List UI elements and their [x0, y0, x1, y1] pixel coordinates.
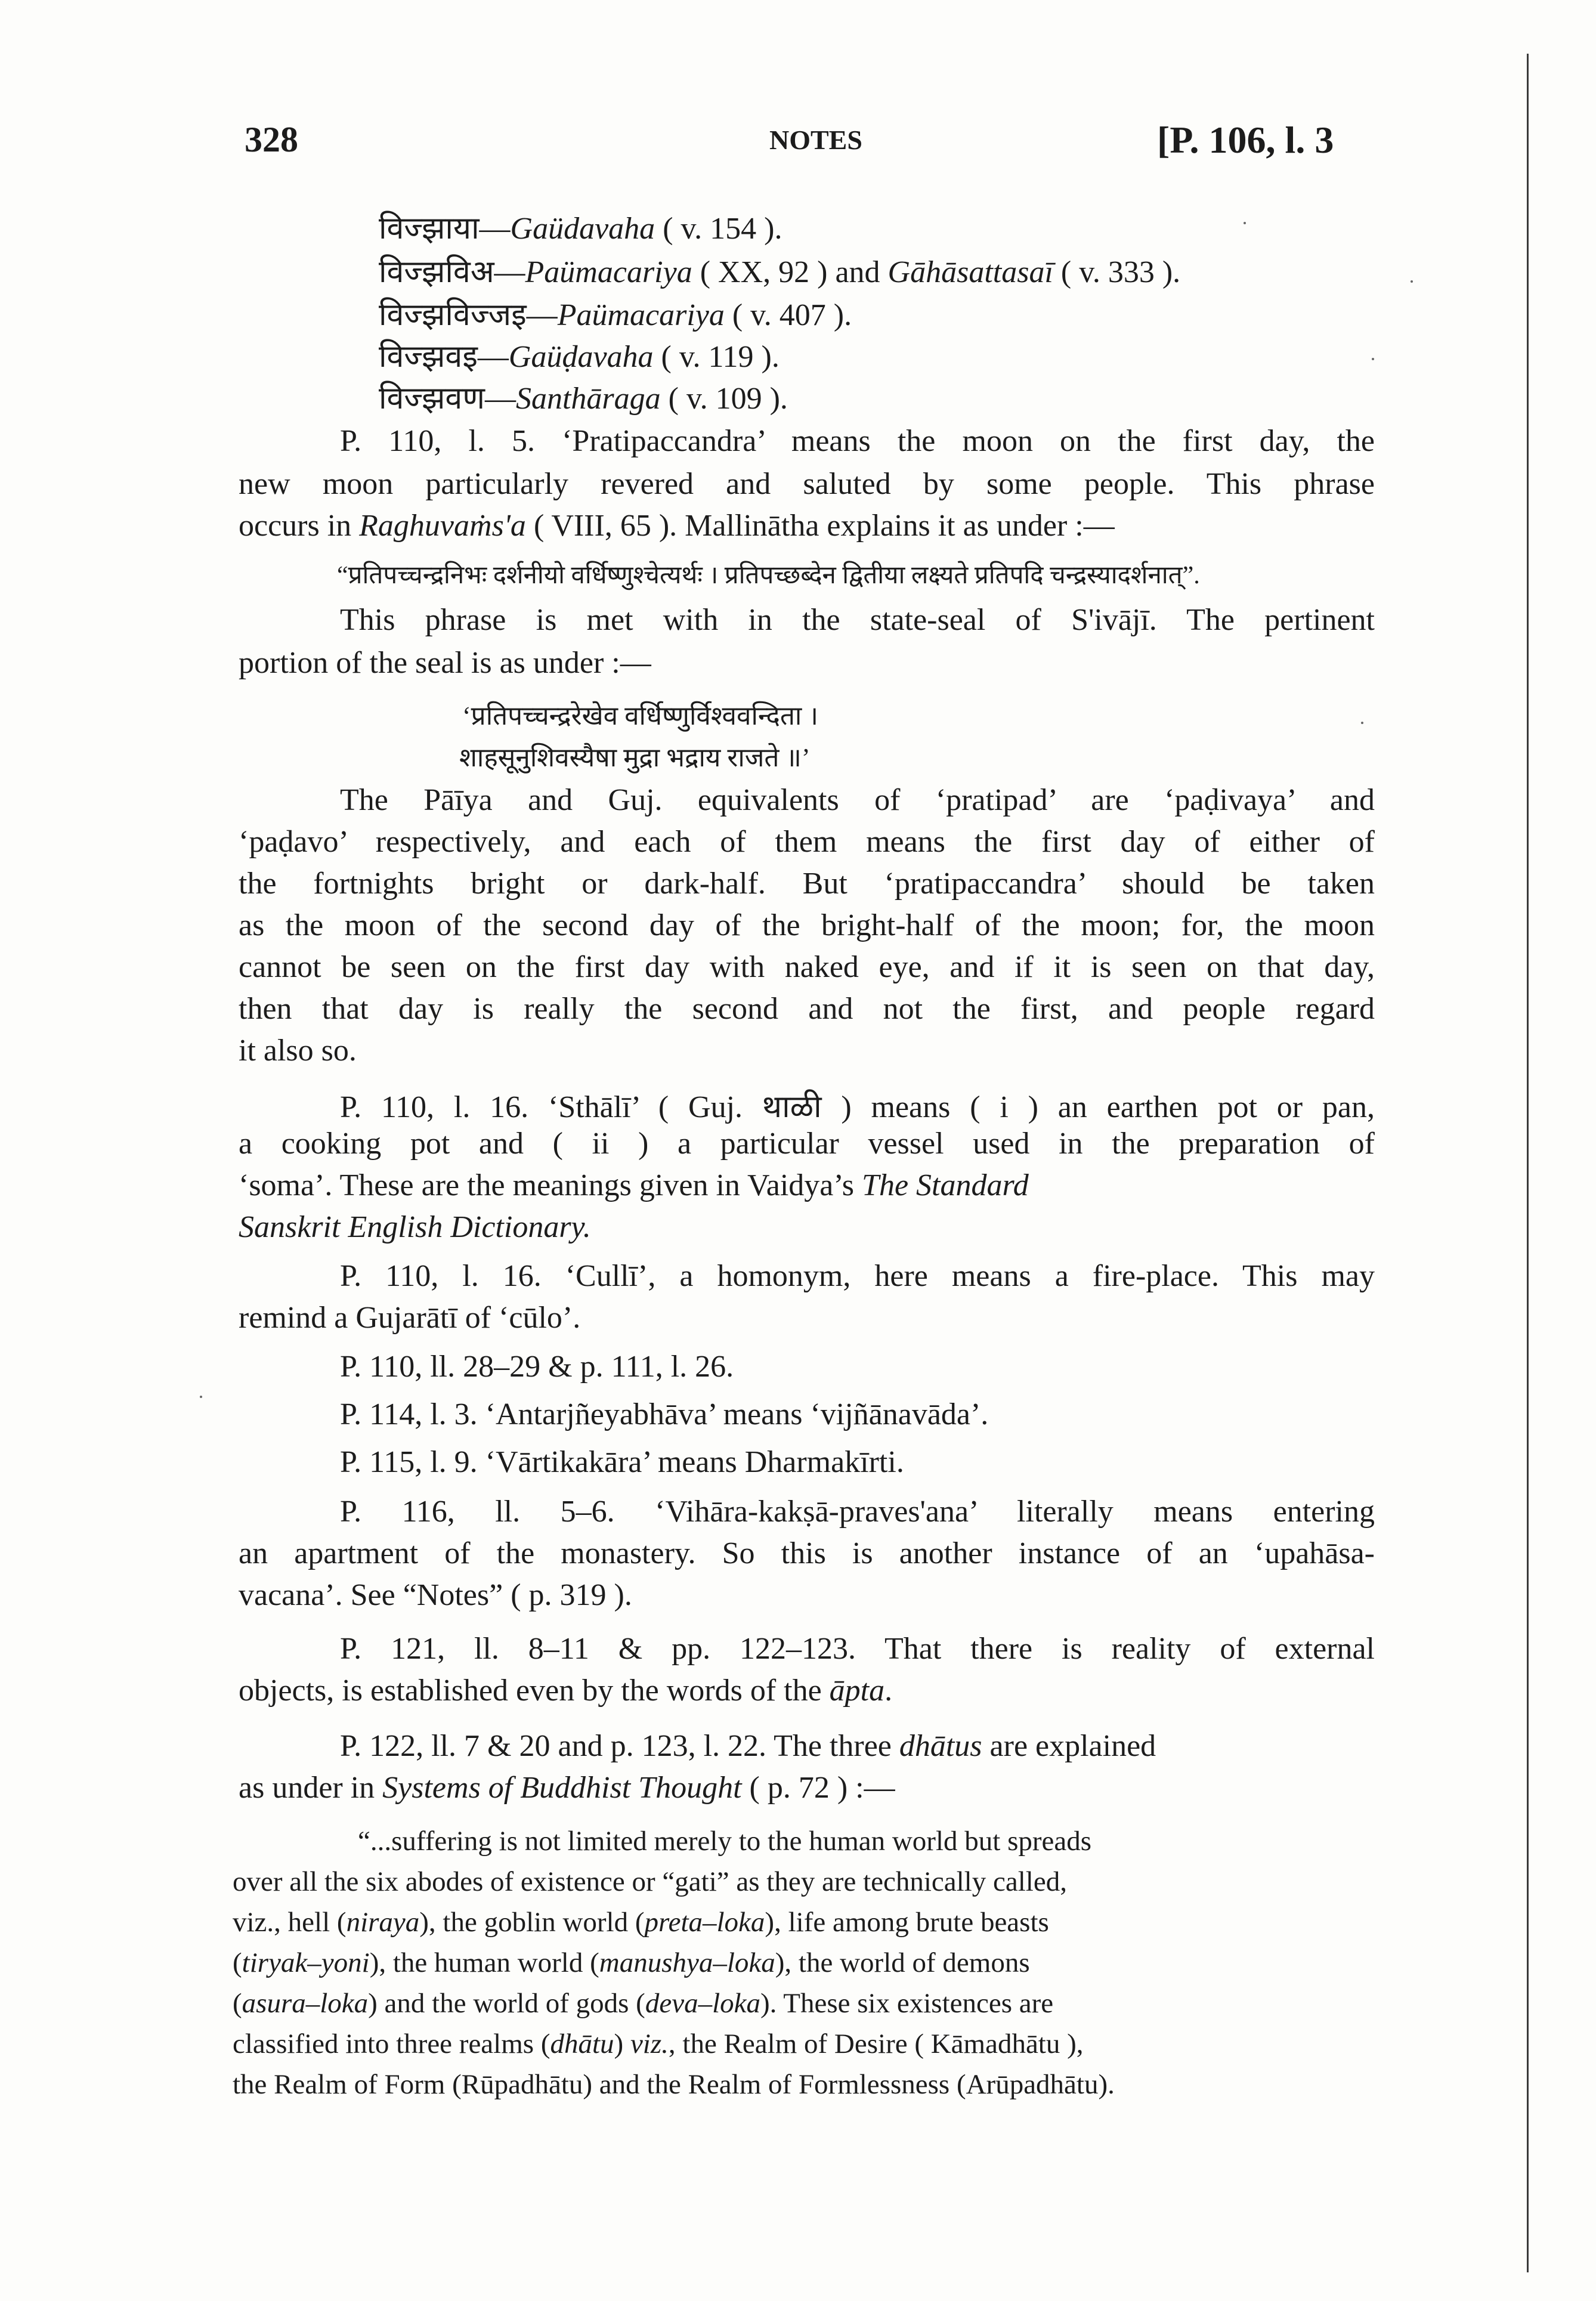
- cited-work: Sanskrit English Dictionary.: [239, 1210, 591, 1244]
- source-title: Gaüdavaha: [510, 212, 655, 246]
- note-line: P. 110, l. 16. ‘Cullī’, a homonym, here means a fire-place. This may: [340, 1259, 1375, 1293]
- cited-term: dhātus: [899, 1729, 982, 1763]
- seal-verse-line: शाहसूनुशिवस्यैषा मुद्रा भद्राय राजते ॥’: [459, 743, 811, 772]
- note-line: a cooking pot and ( ii ) a particular vessel used in the preparation of: [239, 1127, 1375, 1161]
- source-title: Paümacariya: [557, 298, 725, 332]
- source-title: Gāhāsattasaī: [887, 255, 1053, 289]
- note-line: remind a Gujarātī of ‘cūlo’.: [239, 1301, 581, 1335]
- prakrit-word: विज्झविअ—: [379, 255, 525, 289]
- note-line: as the moon of the second day of the bright-half of the moon; for, the moon: [239, 908, 1375, 942]
- cited-work: The Standard: [862, 1168, 1029, 1202]
- note-line: objects, is established even by the words of the āpta.: [239, 1674, 893, 1708]
- cited-term: āpta: [829, 1674, 885, 1708]
- page-reference: [P. 106, l. 3: [1157, 119, 1334, 161]
- prakrit-word: विज्झवइ—: [379, 340, 509, 374]
- note-line: ‘paḍavo’ respectively, and each of them means the first day of either of: [239, 825, 1375, 859]
- word-list-item: [379, 206, 782, 248]
- word-list-item: [379, 249, 1180, 292]
- source-title: Paümacariya: [525, 255, 692, 289]
- note-line: ‘soma’. These are the meanings given in Vaidya’s The Standard: [239, 1168, 1029, 1202]
- note-line: vacana’. See “Notes” ( p. 319 ).: [239, 1578, 632, 1612]
- scan-speck: [200, 1396, 202, 1398]
- source-ref: ( v. 407 ).: [724, 298, 852, 332]
- seal-verse-line: ‘प्रतिपच्चन्द्ररेखेव वर्धिष्णुर्विश्ववन्दिता ।: [462, 701, 818, 731]
- cited-work: Raghuvaṁs'a: [359, 509, 526, 543]
- prakrit-word: विज्झाया—: [379, 212, 511, 246]
- note-line: it also so.: [239, 1034, 357, 1068]
- note-line: P. 110, l. 16. ‘Sthālī’ ( Guj. थाळी ) means ( i ) an earthen pot or pan,: [340, 1090, 1375, 1124]
- cited-work: Systems of Buddhist Thought: [382, 1771, 742, 1805]
- note-line: cannot be seen on the first day with naked eye, and if it is seen on that day,: [239, 950, 1375, 984]
- note-line: This phrase is met with in the state-seal of S'ivājī. The pertinent: [340, 603, 1375, 637]
- source-ref: ( v. 119 ).: [653, 340, 780, 374]
- page-number: 328: [245, 120, 298, 159]
- source-ref: ( v. 109 ).: [660, 382, 788, 416]
- note-line: as under in Systems of Buddhist Thought ( p. 72 ) :—: [239, 1771, 895, 1805]
- block-quote-line: the Realm of Form (Rūpadhātu) and the Realm of Formlessness (Arūpadhātu).: [233, 2069, 1115, 2100]
- note-line: then that day is really the second and not the first, and people regard: [239, 992, 1375, 1026]
- scan-speck: [1372, 358, 1374, 360]
- word-list-item: [379, 292, 852, 335]
- word-list-item: [379, 376, 788, 418]
- block-quote-line: (asura–loka) and the world of gods (deva–loka). These six existences are: [233, 1988, 1054, 2019]
- note-line: portion of the seal is as under :—: [239, 646, 651, 680]
- block-quote-line: over all the six abodes of existence or “gati” as they are technically called,: [233, 1866, 1067, 1897]
- note-line: occurs in Raghuvaṁs'a ( VIII, 65 ). Mallinātha explains it as under :—: [239, 509, 1115, 543]
- note-line: P. 122, ll. 7 & 20 and p. 123, l. 22. The three dhātus are explained: [340, 1729, 1156, 1763]
- block-quote-line: viz., hell (niraya), the goblin world (preta–loka), life among brute beasts: [233, 1907, 1049, 1938]
- block-quote-line: “...suffering is not limited merely to the human world but spreads: [358, 1826, 1092, 1857]
- block-quote-line: (tiryak–yoni), the human world (manushya–loka), the world of demons: [233, 1947, 1030, 1978]
- source-ref: ( v. 333 ).: [1053, 255, 1181, 289]
- running-title: NOTES: [769, 125, 862, 155]
- note-line: P. 116, ll. 5–6. ‘Vihāra-kakṣā-praves'ana’ literally means entering: [340, 1495, 1375, 1529]
- source-ref: ( v. 154 ).: [655, 212, 782, 246]
- scan-speck: [1411, 280, 1413, 283]
- note-line: P. 110, l. 5. ‘Pratipaccandra’ means the moon on the first day, the: [340, 424, 1375, 458]
- note-line: P. 110, ll. 28–29 & p. 111, l. 26.: [340, 1350, 734, 1384]
- source-title: Gaüḍavaha: [508, 340, 654, 374]
- note-line: an apartment of the monastery. So this is another instance of an ‘upahāsa-: [239, 1536, 1375, 1570]
- word-list-item: [379, 334, 780, 376]
- note-line: [239, 1210, 591, 1245]
- note-line: the fortnights bright or dark-half. But ‘pratipaccandra’ should be taken: [239, 867, 1375, 901]
- note-line: P. 114, l. 3. ‘Antarjñeyabhāva’ means ‘vijñānavāda’.: [340, 1397, 989, 1431]
- scan-speck: [1361, 722, 1363, 724]
- note-line: The Pāīya and Guj. equivalents of ‘pratipad’ are ‘paḍivaya’ and: [340, 783, 1375, 817]
- prakrit-word: विज्झविज्जइ—: [379, 298, 558, 332]
- source-title: Santhāraga: [515, 382, 661, 416]
- sanskrit-quotation: “प्रतिपच्चन्द्रनिभः दर्शनीयो वर्धिष्णुश्चेत्यर्थः । प्रतिपच्छब्देन द्वितीया लक्ष्यते प्रतिपदि चन्द्रस्यादर्शनात्”.: [337, 562, 1200, 589]
- note-line: P. 121, ll. 8–11 & pp. 122–123. That there is reality of external: [340, 1632, 1375, 1666]
- scan-edge-line: [1527, 54, 1529, 2272]
- scan-speck: [1244, 222, 1246, 224]
- note-line: P. 115, l. 9. ‘Vārtikakāra’ means Dharmakīrti.: [340, 1445, 904, 1479]
- block-quote-line: classified into three realms (dhātu) viz., the Realm of Desire ( Kāmadhātu ),: [233, 2028, 1084, 2059]
- note-line: new moon particularly revered and saluted by some people. This phrase: [239, 467, 1375, 501]
- source-ref: ( XX, 92 ) and: [692, 255, 888, 289]
- prakrit-word: विज्झवण—: [379, 382, 516, 416]
